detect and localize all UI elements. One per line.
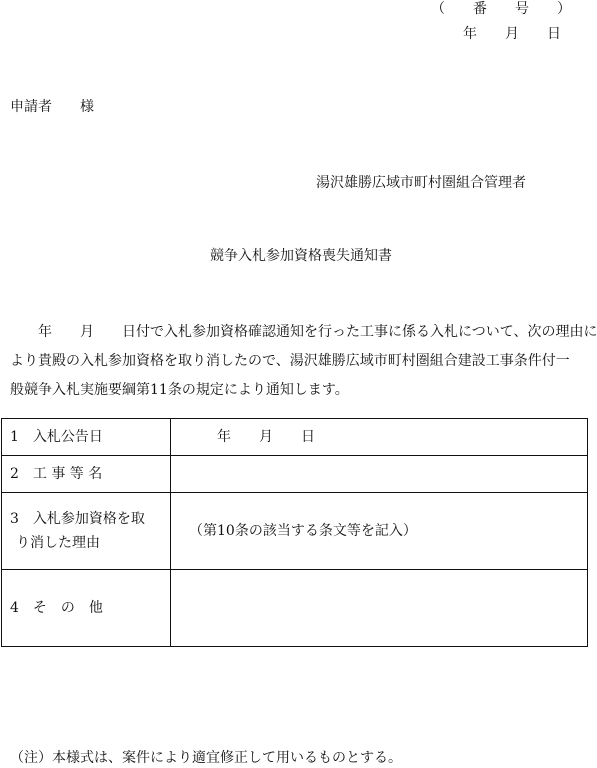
row-label-line: 3 入札参加資格を取 [10,511,145,527]
body-line: より貴殿の入札参加資格を取り消したので、湯沢雄勝広域市町村圏組合建設工事条件付一 [10,353,570,369]
table-row [2,456,588,493]
body-line: 年 月 日付で入札参加資格確認通知を行った工事に係る入札について、次の理由に [10,324,597,340]
table-row [2,419,588,456]
row-label-line: り消した理由 [16,535,100,551]
details-table [1,418,588,647]
issuer: 湯沢雄勝広域市町村圏組合管理者 [316,175,526,191]
row-value-revocation-reason: （第10条の該当する条文等を記入） [171,493,588,570]
body-line: 般競争入札実施要綱第11条の規定により通知します。 [10,382,349,398]
row-value-bid-notice-date: 年 月 日 [171,419,588,456]
row-label-work-name: 2 工 事 等 名 [2,456,171,493]
issue-date-line: 年 月 日 [463,26,561,42]
table-row [2,493,588,570]
row-value-other [171,570,588,647]
table-row [2,570,588,647]
footnote: （注）本様式は、案件により適宜修正して用いるものとする。 [10,750,402,766]
document-title: 競争入札参加資格喪失通知書 [210,248,392,264]
document-number-line: （ 番 号 ） [431,1,571,17]
addressee: 申請者 様 [10,99,94,115]
row-label-bid-notice-date: 1 入札公告日 [2,419,171,456]
row-label-revocation-reason [2,493,171,570]
row-value-work-name [171,456,588,493]
row-label-other: 4 そ の 他 [2,570,171,647]
body-text [10,318,595,405]
